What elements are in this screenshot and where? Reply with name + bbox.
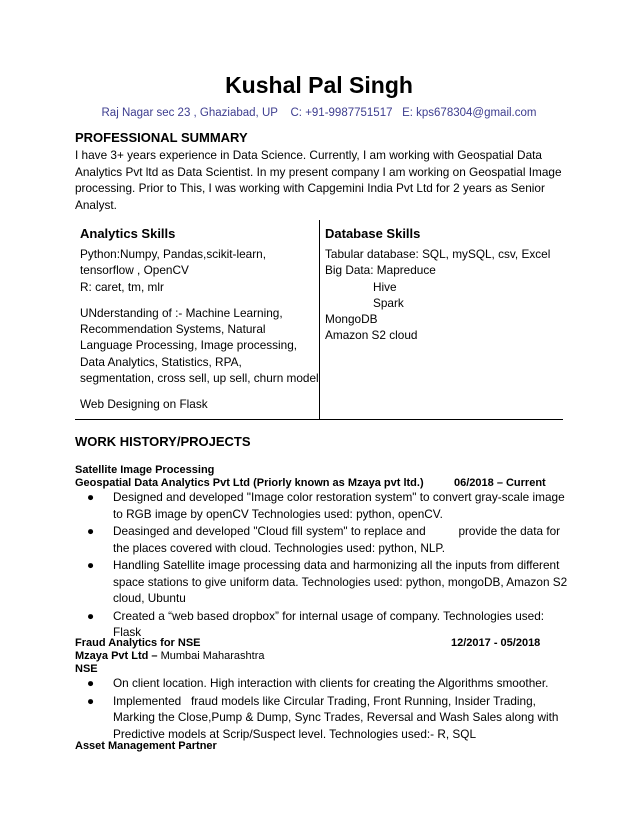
project1-bullets [87, 489, 567, 642]
analytics-skills-heading: Analytics Skills [80, 226, 176, 241]
skill-line: Tabular database: SQL, mySQL, csv, Excel [325, 247, 551, 261]
project-company: Geospatial Data Analytics Pvt Ltd (Priorly known as Mzaya pvt ltd.) [75, 477, 424, 489]
bullet-icon: ● [87, 490, 95, 504]
skill-line: Language Processing, Image processing, [80, 338, 298, 353]
bullet-item [87, 557, 567, 607]
summary-paragraph [75, 147, 560, 213]
skill-line: R: caret, tm, mlr [80, 279, 164, 294]
candidate-name: Kushal Pal Singh [225, 72, 413, 98]
bullet-line: Designed and developed "Image color restoration system" to convert gray-scale image [113, 490, 565, 504]
project-title: Satellite Image Processing [75, 464, 215, 476]
table-bottom-rule [75, 419, 563, 420]
database-skills-column [325, 225, 550, 344]
bullet-line: the places covered with cloud. Technologies used: python, NLP. [113, 540, 446, 555]
project-client: NSE [75, 663, 98, 675]
skill-line: Hive [373, 279, 397, 294]
bullet-line: Predictive models at Scrip/Suspect level. Technologies used:- R, SQL [113, 726, 477, 741]
bullet-item [87, 675, 567, 692]
database-skills-heading: Database Skills [325, 226, 421, 241]
bullet-icon: ● [87, 693, 95, 708]
project-company [75, 650, 265, 662]
company-location: Mumbai Maharashtra [160, 650, 265, 662]
bullet-line: Marking the Close,Pump & Dump, Sync Trades, Reversal and Wash Sales along with [113, 710, 559, 724]
project-dates: 12/2017 - 05/2018 [451, 637, 541, 649]
bullet-item [87, 693, 567, 743]
skill-line: Big Data: Mapreduce [325, 263, 436, 278]
skill-line: segmentation, cross sell, up sell, churn model [80, 371, 319, 386]
project-title: Fraud Analytics for NSE [75, 637, 201, 649]
skill-line: Spark [373, 295, 404, 310]
bullet-icon: ● [87, 524, 95, 538]
project-title: Asset Management Partner [75, 740, 217, 752]
bullet-line: cloud, Ubuntu [113, 591, 186, 605]
bullet-icon: ● [87, 608, 95, 623]
bullet-line: to RGB image by openCV Technologies used: python, openCV. [113, 506, 443, 521]
bullet-icon: ● [87, 676, 95, 690]
skill-line: Data Analytics, Statistics, RPA, [80, 354, 242, 369]
skill-line: Amazon S2 cloud [325, 328, 418, 343]
skill-line: tensorflow , OpenCV [80, 263, 189, 278]
bullet-icon: ● [87, 558, 95, 572]
bullet-line: space stations to give uniform data. Technologies used: python, mongoDB, Amazon S2 [113, 574, 568, 589]
bullet-line: Flask [113, 625, 142, 639]
skill-line: UNderstanding of :- Machine Learning, [80, 305, 283, 320]
column-divider [319, 220, 320, 419]
bullet-line: Implemented fraud models like Circular Trading, Front Running, Insider Trading, [113, 693, 536, 708]
project-dates: 06/2018 – Current [454, 477, 546, 489]
skill-line: Python:Numpy, Pandas,scikit-learn, [80, 247, 266, 261]
summary-line: processing. Prior to This, I was working with Capgemini India Pvt Ltd for 2 years as Senior [75, 181, 545, 195]
summary-line: I have 3+ years experience in Data Science. Currently, I am working with Geospatial Data [75, 148, 542, 162]
summary-line: Analyst. [75, 197, 117, 212]
company-name: Mzaya Pvt Ltd – [75, 650, 161, 662]
skill-line: Recommendation Systems, Natural [80, 322, 266, 337]
bullet-line: Deasinged and developed "Cloud fill system" to replace and provide the data for [113, 524, 561, 538]
summary-line: Analytics Pvt ltd as Data Scientist. In my present company I am working on Geospatial Image [75, 164, 562, 179]
analytics-skills-column [80, 225, 319, 413]
bullet-item [87, 489, 567, 522]
bullet-line: On client location. High interaction with clients for creating the Algorithms smoother. [113, 676, 549, 690]
summary-heading: PROFESSIONAL SUMMARY [75, 130, 248, 145]
bullet-line: Handling Satellite image processing data and harmonizing all the inputs from different [113, 558, 560, 572]
bullet-line: Created a “web based dropbox” for internal usage of company. Technologies used: [113, 608, 545, 623]
contact-line: Raj Nagar sec 23 , Ghaziabad, UP C: +91-9987751517 E: kps678304@gmail.com [101, 107, 537, 119]
work-history-heading: WORK HISTORY/PROJECTS [75, 434, 251, 449]
skills-table [75, 220, 563, 420]
skill-line: MongoDB [325, 312, 378, 327]
project2-bullets [87, 675, 567, 743]
bullet-item [87, 523, 567, 556]
skill-line: Web Designing on Flask [80, 397, 208, 412]
bullet-item [87, 608, 567, 641]
